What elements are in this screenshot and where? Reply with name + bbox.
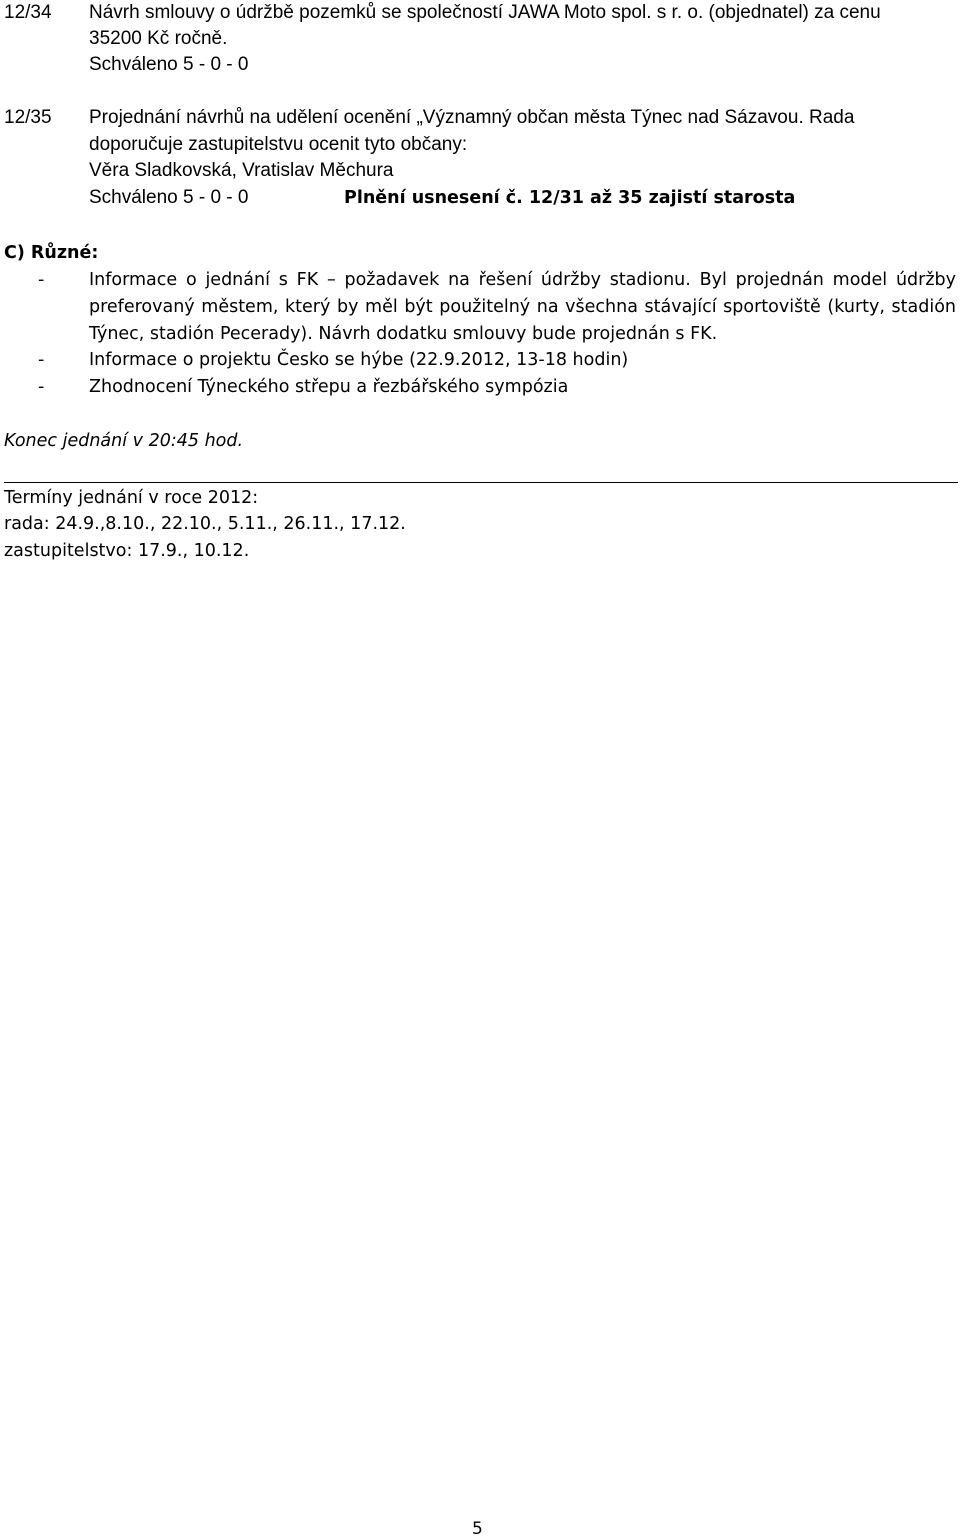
item-34-number: 12/34 xyxy=(4,2,52,23)
page-number: 5 xyxy=(472,1519,483,1539)
item-35-text-line2: doporučuje zastupitelstvu ocenit tyto občany: xyxy=(89,134,468,155)
schedule-rada: rada: 24.9.,8.10., 22.10., 5.11., 26.11., 17.12. xyxy=(4,514,406,534)
item-35-text-line1: Projednání návrhů na udělení ocenění „Významný občan města Týnec nad Sázavou. Rada xyxy=(89,107,855,128)
item-35-approval: Schváleno 5 - 0 - 0 xyxy=(89,187,249,208)
bullet-dash: - xyxy=(38,377,45,397)
section-c-item-3: Zhodnocení Týneckého střepu a řezbářského sympózia xyxy=(89,377,569,397)
section-c-item-1-line3: Týnec, stadión Pecerady). Návrh dodatku smlouvy bude projednán s FK. xyxy=(89,324,718,344)
item-34-approval: Schváleno 5 - 0 - 0 xyxy=(89,54,249,75)
section-c-item-1-line2: preferovaný městem, který by měl být použitelný na všechna stávající sportoviště (kurty, stadión xyxy=(89,297,956,317)
schedule-zastupitelstvo: zastupitelstvo: 17.9., 10.12. xyxy=(4,541,250,561)
section-c-heading: C) Různé: xyxy=(4,243,99,263)
schedule-title: Termíny jednání v roce 2012: xyxy=(4,488,259,508)
fulfillment-label: Plnění usnesení č. xyxy=(344,188,523,208)
item-34-text-line2: 35200 Kč ročně. xyxy=(89,28,228,49)
meeting-end-note: Konec jednání v 20:45 hod. xyxy=(4,431,244,451)
item-35-fulfillment xyxy=(344,185,795,211)
fulfillment-text: 12/31 až 35 zajistí starosta xyxy=(522,188,796,208)
item-35-number: 12/35 xyxy=(4,107,52,128)
item-34-text-line1: Návrh smlouvy o údržbě pozemků se společností JAWA Moto spol. s r. o. (objednatel) za cenu xyxy=(89,2,881,23)
divider-line xyxy=(4,482,958,483)
section-c-item-2: Informace o projektu Česko se hýbe (22.9.2012, 13-18 hodin) xyxy=(89,350,629,370)
bullet-dash: - xyxy=(38,350,45,370)
bullet-dash: - xyxy=(38,270,45,290)
item-35-names: Věra Sladkovská, Vratislav Měchura xyxy=(89,160,394,181)
section-c-item-1-line1: Informace o jednání s FK – požadavek na řešení údržby stadionu. Byl projednán model údržby xyxy=(89,270,956,290)
